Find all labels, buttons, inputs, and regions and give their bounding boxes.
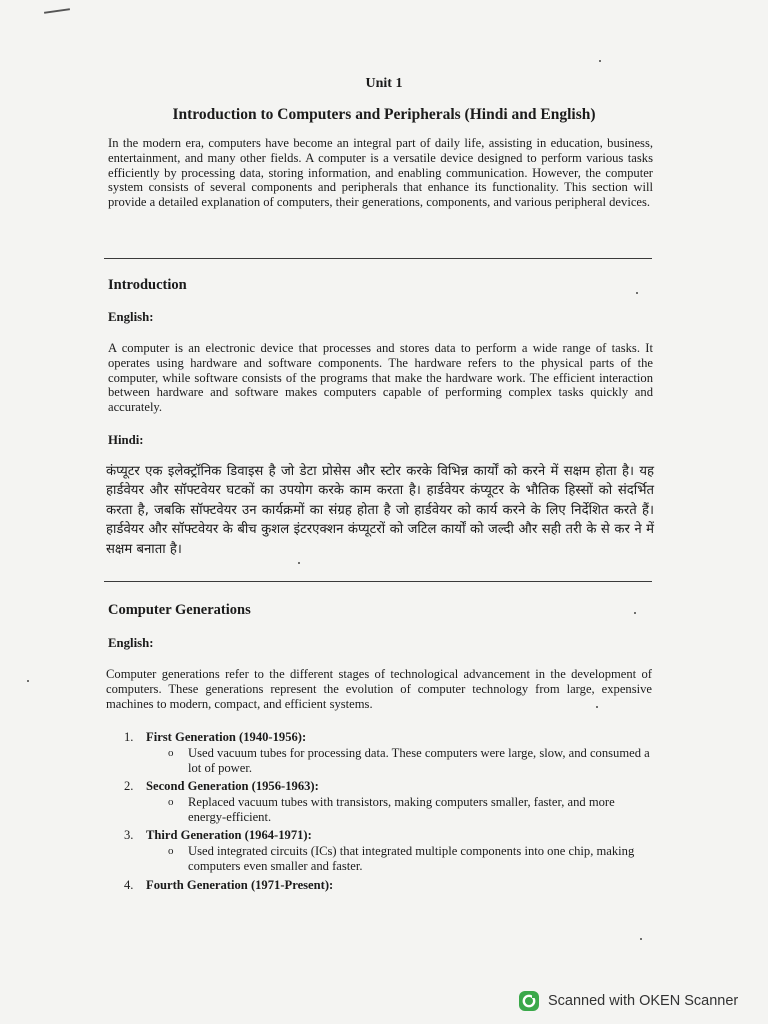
- unit-label: Unit 1: [365, 76, 403, 91]
- generation-detail: o Used integrated circuits (ICs) that integrated multiple components into one chip, making computers even smaller and faster.: [168, 844, 635, 873]
- scan-speck: [634, 612, 636, 614]
- document-title: Introduction to Computers and Peripherals (Hindi and English): [172, 106, 596, 123]
- list-item: [124, 827, 654, 873]
- generations-english-label: English:: [108, 636, 154, 650]
- generation-title: 2. Second Generation (1956-1963):: [124, 779, 319, 794]
- generation-detail: o Replaced vacuum tubes with transistors, making computers smaller, faster, and more energy-efficient.: [168, 795, 615, 824]
- scan-speck: [596, 706, 598, 708]
- generations-heading: Computer Generations: [108, 602, 251, 618]
- introduction-english-label: English:: [108, 310, 154, 324]
- generation-detail: o Used vacuum tubes for processing data. These computers were large, slow, and consumed a lot of power.: [168, 746, 650, 775]
- introduction-heading: Introduction: [108, 277, 187, 293]
- list-item: [124, 778, 654, 824]
- generation-title: 4. Fourth Generation (1971-Present):: [124, 877, 334, 892]
- scan-speck: [636, 292, 638, 294]
- intro-paragraph: In the modern era, computers have become an integral part of daily life, assisting in education, business, entertainment, and many other fields. A computer is a versatile device designed to perform various tasks efficiently by processing data, storing information, and enabling communication. However, the computer system consists of several components and peripherals that enhance its functionality. This section will provide a detailed explanation of computers, their generations, components, and various peripheral devices.: [108, 136, 653, 210]
- introduction-hindi-label: Hindi:: [108, 433, 144, 447]
- scan-speck: [599, 60, 601, 62]
- list-item: [124, 729, 654, 775]
- scan-speck: [298, 562, 300, 564]
- introduction-hindi-text: कंप्यूटर एक इलेक्ट्रॉनिक डिवाइस है जो डेटा प्रोसेस और स्टोर करके विभिन्न कार्यों को करने में सक्षम होता है। यह हार्डवेयर और सॉफ्टवेयर घटकों का उपयोग करके काम करता है। हार्डवेयर कंप्यूटर के भौतिक हिस्सों को संदर्भित करता है, जबकि सॉफ्टवेयर उन कार्यक्रमों का संग्रह होता है जो हार्डवेयर को कार्य करने के लिए निर्देशित करते हैं। हार्डवेयर और सॉफ्टवेयर के बीच कुशल इंटरएक्शन कंप्यूटरों को जटिल कार्यों को जल्दी और सही तरी के से कर ने में सक्षम बनाता है।: [106, 464, 654, 557]
- list-item: [124, 877, 654, 894]
- scan-speck: [640, 938, 642, 940]
- watermark-text: Scanned with OKEN Scanner: [548, 993, 739, 1009]
- section-divider: [104, 581, 652, 582]
- introduction-english-text: A computer is an electronic device that processes and stores data to perform a wide range of tasks. It operates using hardware and software components. The hardware refers to the physical parts of the computer, while software consists of the programs that make the hardware work. The efficient interaction between hardware and software makes computers capable of performing complex tasks quickly and accurately.: [108, 341, 653, 415]
- generations-english-text: Computer generations refer to the different stages of technological advancement in the development of computers. These generations represent the evolution of computer technology from large, expensive machines to modern, compact, and efficient systems.: [106, 667, 652, 711]
- scan-speck: [27, 680, 29, 682]
- bullet-icon: o: [168, 796, 174, 809]
- generation-title: 3. Third Generation (1964-1971):: [124, 828, 312, 843]
- section-divider: [104, 258, 652, 259]
- generation-title: 1. First Generation (1940-1956):: [124, 730, 307, 744]
- oken-scanner-logo-icon: [518, 990, 540, 1012]
- bullet-icon: o: [168, 845, 174, 858]
- generations-list: [124, 729, 654, 894]
- bullet-icon: o: [168, 747, 174, 759]
- scan-pen-mark: [44, 8, 70, 14]
- scanner-watermark: [518, 990, 738, 1012]
